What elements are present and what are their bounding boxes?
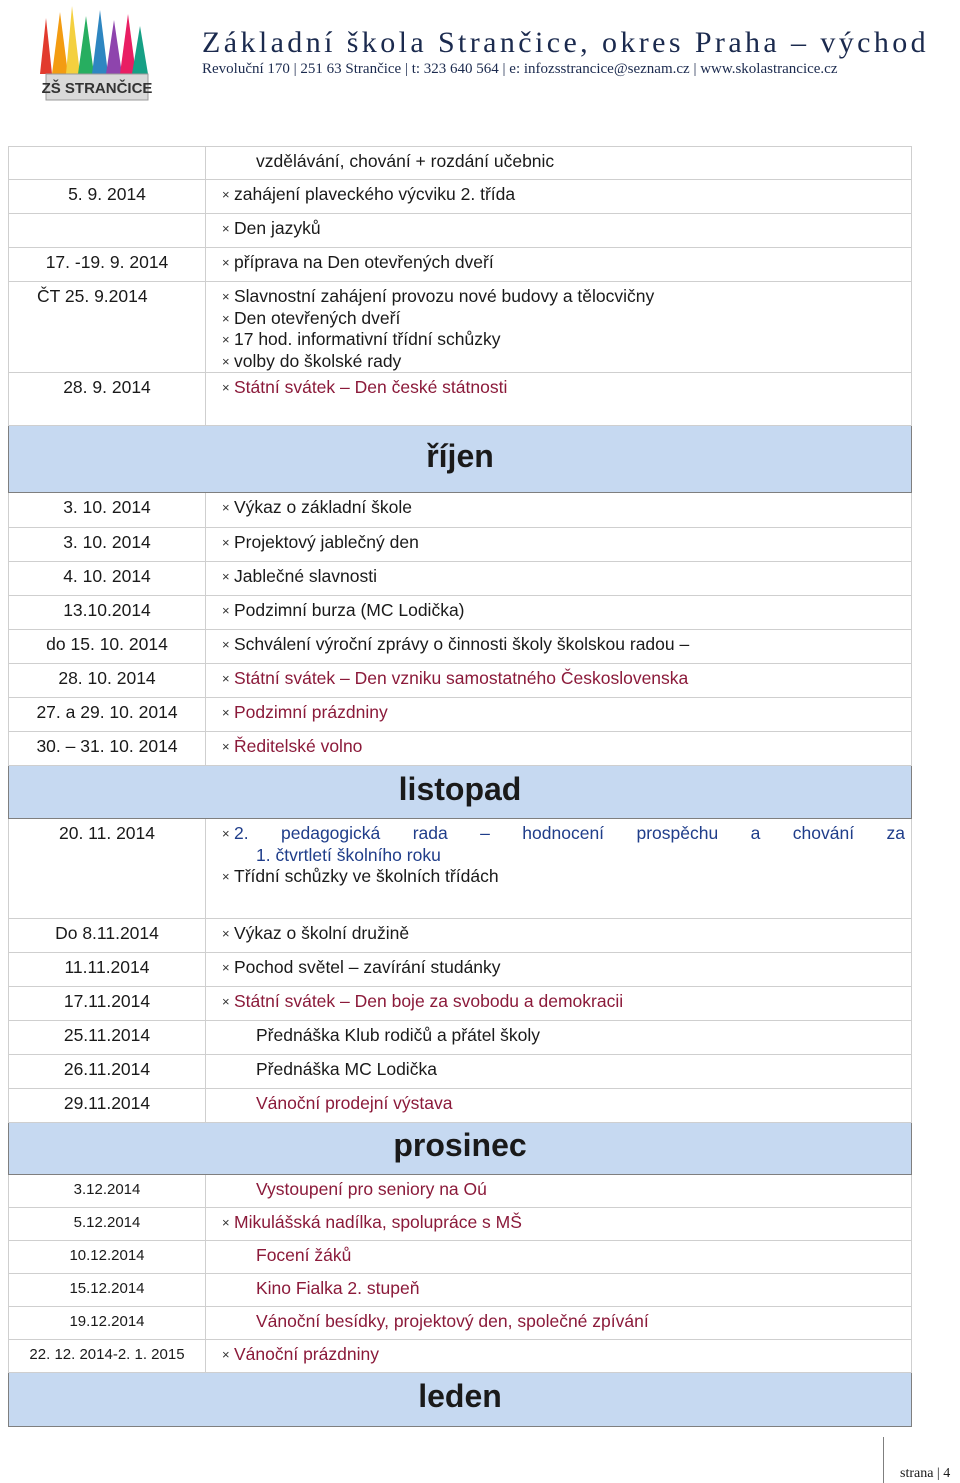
bullet-cross-icon: × [222, 332, 230, 347]
bullet-cross-icon: × [222, 705, 230, 720]
bullet-cross-icon: × [222, 739, 230, 754]
event-text: volby do školské rady [234, 350, 402, 371]
event-item [222, 252, 905, 274]
bullet-cross-icon: × [222, 255, 230, 270]
event-date: 5.12.2014 [9, 1208, 206, 1241]
table-row [9, 562, 912, 596]
pencils-graphic [40, 6, 148, 74]
event-date: 30. – 31. 10. 2014 [9, 732, 206, 766]
event-item [222, 634, 905, 656]
school-logo [20, 4, 170, 110]
event-item [222, 823, 905, 845]
event-text: Focení žáků [256, 1245, 352, 1265]
event-text: Den otevřených dveří [234, 307, 401, 328]
event-date: 26.11.2014 [9, 1055, 206, 1089]
event-text: zahájení plaveckého výcviku 2. třída [234, 184, 516, 204]
table-row [9, 282, 912, 373]
bullet-cross-icon: × [222, 500, 230, 515]
event-text: Vánoční prodejní výstava [256, 1093, 453, 1113]
event-date: 13.10.2014 [9, 596, 206, 630]
event-item [222, 184, 905, 206]
event-item [222, 866, 905, 888]
bullet-cross-icon: × [222, 187, 230, 202]
month-title: leden [418, 1378, 502, 1415]
event-date: Do 8.11.2014 [9, 919, 206, 953]
event-item [234, 1025, 905, 1047]
event-text: Státní svátek – Den české státnosti [234, 377, 508, 397]
table-row [9, 1208, 912, 1241]
event-text: Třídní schůzky ve školních třídách [234, 866, 499, 886]
table-row [9, 819, 912, 919]
event-item [234, 1093, 905, 1115]
event-date: 22. 12. 2014-2. 1. 2015 [9, 1340, 206, 1373]
event-item [222, 1344, 905, 1366]
event-date [9, 147, 206, 180]
event-item [222, 702, 905, 724]
table-row [9, 214, 912, 248]
event-date: 15.12.2014 [9, 1274, 206, 1307]
event-text: 17 hod. informativní třídní schůzky [234, 329, 501, 349]
event-date: 17.11.2014 [9, 987, 206, 1021]
event-text: Přednáška MC Lodička [256, 1059, 437, 1079]
event-text: Státní svátek – Den vzniku samostatného Československa [234, 668, 689, 688]
event-item [222, 532, 905, 554]
table-row [9, 528, 912, 562]
event-date: do 15. 10. 2014 [9, 630, 206, 664]
event-item [234, 1179, 905, 1201]
bullet-cross-icon: × [222, 826, 230, 841]
school-calendar-table [8, 146, 912, 1427]
table-row [9, 987, 912, 1021]
table-row [9, 1021, 912, 1055]
month-header-row [9, 766, 912, 819]
table-row [9, 180, 912, 214]
table-row [9, 698, 912, 732]
event-date: 11.11.2014 [9, 953, 206, 987]
event-text: Kino Fialka 2. stupeň [256, 1278, 420, 1298]
bullet-cross-icon: × [222, 310, 230, 326]
table-row [9, 493, 912, 528]
event-date: 10.12.2014 [9, 1241, 206, 1274]
event-item [222, 566, 905, 588]
bullet-cross-icon: × [222, 221, 230, 236]
table-row [9, 732, 912, 766]
event-text: Jablečné slavnosti [234, 566, 377, 586]
event-date: 28. 9. 2014 [9, 373, 206, 426]
school-contact: Revoluční 170 | 251 63 Strančice | t: 323 640 564 | e: infozsstrancice@seznam.cz | www.skolastrancice.cz [202, 61, 838, 77]
event-date: 27. a 29. 10. 2014 [9, 698, 206, 732]
event-date: 29.11.2014 [9, 1089, 206, 1123]
event-date: 3. 10. 2014 [9, 493, 206, 528]
event-item [222, 307, 905, 330]
table-row [9, 373, 912, 426]
table-row [9, 630, 912, 664]
event-text: Den jazyků [234, 218, 321, 238]
table-row [9, 248, 912, 282]
event-item [234, 151, 905, 173]
table-row [9, 1274, 912, 1307]
event-item [222, 991, 905, 1013]
event-text: Přednáška Klub rodičů a přátel školy [256, 1025, 541, 1045]
table-row [9, 1055, 912, 1089]
event-text: vzdělávání, chování + rozdání učebnic [256, 151, 555, 171]
table-row [9, 1241, 912, 1274]
month-title: říjen [426, 437, 494, 474]
event-item [234, 1278, 905, 1300]
event-item [222, 668, 905, 690]
page-number: strana | 4 [900, 1466, 951, 1481]
bullet-cross-icon: × [222, 994, 230, 1009]
event-item [222, 497, 905, 519]
school-title: Základní škola Strančice, okres Praha – východ [202, 26, 930, 59]
bullet-cross-icon: × [222, 926, 230, 941]
event-item [222, 218, 905, 240]
bullet-cross-icon: × [222, 960, 230, 975]
logo-text: ZŠ STRANČICE [41, 80, 153, 97]
event-item [222, 1212, 905, 1234]
event-date: 28. 10. 2014 [9, 664, 206, 698]
event-item [234, 1245, 905, 1267]
event-date: 19.12.2014 [9, 1307, 206, 1340]
event-date [9, 214, 206, 248]
table-row [9, 1307, 912, 1340]
event-item [234, 845, 905, 867]
bullet-cross-icon: × [222, 535, 230, 550]
event-text: Podzimní prázdniny [234, 702, 388, 722]
event-date: ČT 25. 9.2014 [9, 282, 206, 373]
event-text: Státní svátek – Den boje za svobodu a demokracii [234, 991, 624, 1011]
event-text: Výkaz o základní škole [234, 497, 413, 517]
event-text: Slavnostní zahájení provozu nové budovy a tělocvičny [234, 286, 655, 306]
table-row [9, 919, 912, 953]
event-text: Vystoupení pro seniory na Oú [256, 1179, 487, 1199]
event-text: Pochod světel – zavírání studánky [234, 957, 501, 977]
table-row [9, 1340, 912, 1373]
table-row [9, 596, 912, 630]
month-title: listopad [398, 770, 522, 807]
event-text: 2. pedagogická rada – hodnocení prospěchu a chování za [234, 823, 905, 843]
month-header-row [9, 1373, 912, 1427]
event-text: příprava na Den otevřených dveří [234, 252, 494, 272]
bullet-cross-icon: × [222, 637, 230, 652]
table-row [9, 1089, 912, 1123]
event-item [222, 600, 905, 622]
event-date: 3. 10. 2014 [9, 528, 206, 562]
event-item [222, 350, 905, 373]
bullet-cross-icon: × [222, 380, 230, 395]
table-row [9, 664, 912, 698]
bullet-cross-icon: × [222, 1215, 230, 1230]
event-item [222, 286, 905, 308]
event-date: 20. 11. 2014 [9, 819, 206, 919]
event-item [222, 923, 905, 945]
table-row [9, 147, 912, 180]
bullet-cross-icon: × [222, 569, 230, 584]
event-item [222, 736, 905, 758]
event-item [222, 377, 905, 399]
event-date: 4. 10. 2014 [9, 562, 206, 596]
event-text: Výkaz o školní družině [234, 923, 410, 943]
event-text: Projektový jablečný den [234, 532, 419, 552]
event-item [234, 1311, 905, 1333]
bullet-cross-icon: × [222, 603, 230, 618]
event-text: Vánoční prázdniny [234, 1344, 379, 1364]
month-title: prosinec [393, 1127, 527, 1164]
bullet-cross-icon: × [222, 353, 230, 369]
bullet-cross-icon: × [222, 1347, 230, 1362]
event-date: 17. -19. 9. 2014 [9, 248, 206, 282]
table-row [9, 1175, 912, 1208]
event-date: 25.11.2014 [9, 1021, 206, 1055]
event-text: Vánoční besídky, projektový den, společné zpívání [256, 1311, 649, 1331]
month-header-row [9, 426, 912, 493]
event-date: 3.12.2014 [9, 1175, 206, 1208]
event-item [222, 329, 905, 351]
bullet-cross-icon: × [222, 671, 230, 686]
bullet-cross-icon: × [222, 869, 230, 884]
event-item [222, 957, 905, 979]
event-item [234, 1059, 905, 1081]
table-row [9, 953, 912, 987]
event-text: 1. čtvrtletí školního roku [256, 844, 441, 865]
month-header-row [9, 1123, 912, 1175]
event-text: Schválení výroční zprávy o činnosti školy školskou radou – [234, 634, 690, 654]
event-text: Mikulášská nadílka, spolupráce s MŠ [234, 1212, 522, 1232]
event-text: Podzimní burza (MC Lodička) [234, 600, 465, 620]
bullet-cross-icon: × [222, 289, 230, 304]
event-date: 5. 9. 2014 [9, 180, 206, 214]
event-text: Ředitelské volno [234, 736, 363, 756]
